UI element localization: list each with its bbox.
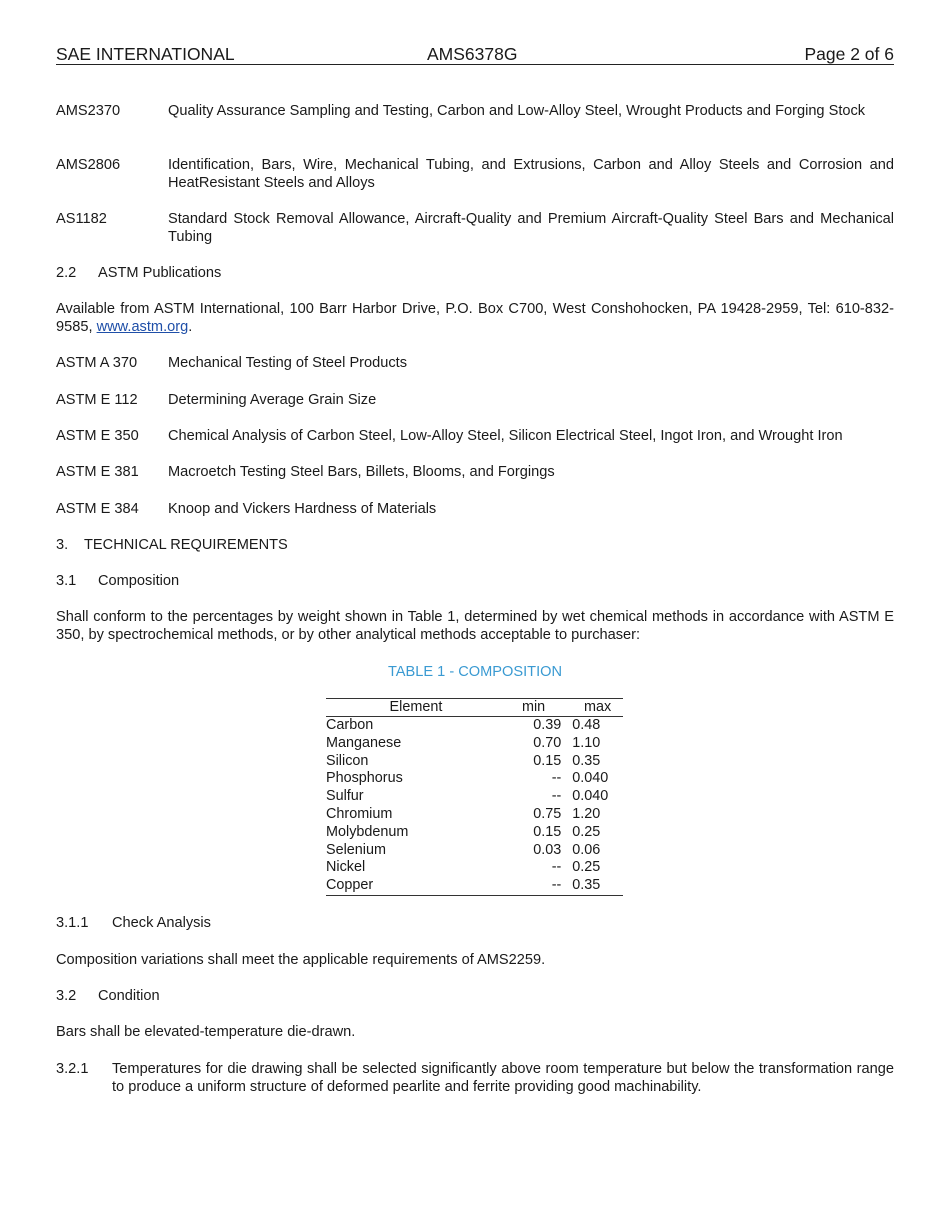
column-header-min: min <box>506 699 569 717</box>
check-analysis-paragraph: Composition variations shall meet the applicable requirements of AMS2259. <box>56 952 546 968</box>
section-heading-2-2 <box>56 264 894 282</box>
cell-min: 0.75 <box>533 805 562 822</box>
header-document-number: AMS6378G <box>427 44 518 64</box>
cell-element: Nickel <box>326 859 366 876</box>
cell-element: Sulfur <box>326 788 364 805</box>
reference-entry <box>56 427 894 445</box>
cell-element: Copper <box>326 877 374 894</box>
cell-element: Phosphorus <box>326 770 403 787</box>
reference-code: ASTM E 381 <box>56 464 139 480</box>
header-page-number: Page 2 of 6 <box>804 44 894 64</box>
section-3-2-1 <box>56 1060 894 1096</box>
composition-paragraph: Shall conform to the percentages by weight shown in Table 1, determined by wet chemical methods in accordance with ASTM E 350, by spectrochemical methods, or by other analytical methods acceptable to purchaser: <box>56 609 894 643</box>
cell-min: 0.70 <box>533 734 562 751</box>
section-number: 2.2 <box>56 265 77 281</box>
table-row <box>326 842 623 860</box>
section-heading-3-1-1 <box>56 914 894 932</box>
reference-code: AMS2370 <box>56 103 121 119</box>
cell-max: 0.040 <box>572 788 609 805</box>
section-title: Check Analysis <box>112 915 211 931</box>
cell-max: 0.35 <box>572 877 601 894</box>
reference-code: AS1182 <box>56 211 107 227</box>
reference-entry <box>56 102 894 138</box>
table-row <box>326 717 623 735</box>
reference-entry <box>56 391 894 409</box>
section-number: 3. <box>56 537 69 553</box>
reference-title: Knoop and Vickers Hardness of Materials <box>168 501 437 517</box>
reference-title: Mechanical Testing of Steel Products <box>168 355 408 371</box>
section-title: Composition <box>98 573 180 589</box>
cell-max: 0.25 <box>572 823 601 840</box>
cell-max: 1.10 <box>572 734 601 751</box>
cell-min: 0.15 <box>533 823 562 840</box>
reference-code: ASTM A 370 <box>56 355 138 371</box>
cell-min: -- <box>551 788 562 805</box>
reference-code: ASTM E 350 <box>56 428 139 444</box>
section-number: 3.1.1 <box>56 915 89 931</box>
section-title: TECHNICAL REQUIREMENTS <box>84 537 288 553</box>
cell-max: 0.25 <box>572 859 601 876</box>
header-organization: SAE INTERNATIONAL <box>56 44 235 64</box>
table-row <box>326 753 623 771</box>
cell-max: 0.35 <box>572 752 601 769</box>
reference-title: Chemical Analysis of Carbon Steel, Low-Alloy Steel, Silicon Electrical Steel, Ingot Iron, and Wrought Iron <box>168 428 843 444</box>
reference-code: AMS2806 <box>56 157 121 173</box>
column-header-element: Element <box>326 699 506 717</box>
section-number: 3.2.1 <box>56 1061 89 1077</box>
table-row <box>326 824 623 842</box>
cell-min: -- <box>551 859 562 876</box>
cell-max: 1.20 <box>572 805 601 822</box>
cell-min: 0.39 <box>533 717 562 733</box>
reference-title: Determining Average Grain Size <box>168 392 377 408</box>
page-header <box>56 44 894 65</box>
reference-code: ASTM E 112 <box>56 392 138 408</box>
section-heading-3-1 <box>56 572 894 590</box>
section-number: 3.1 <box>56 573 77 589</box>
cell-element: Manganese <box>326 734 402 751</box>
astm-availability-paragraph <box>56 300 894 336</box>
astm-website-link[interactable]: www.astm.org <box>96 319 189 335</box>
section-title: Condition <box>98 988 160 1004</box>
cell-min: 0.15 <box>533 752 562 769</box>
availability-period: . <box>188 319 193 335</box>
availability-text: Available from ASTM International, 100 Barr Harbor Drive, P.O. Box C700, West Conshohocken, PA 19428-2959, Tel: 610-832-9585, <box>56 301 894 335</box>
cell-max: 0.040 <box>572 770 609 787</box>
cell-min: -- <box>551 770 562 787</box>
table-row <box>326 877 623 895</box>
reference-entry <box>56 463 894 481</box>
section-number: 3.2 <box>56 988 77 1004</box>
cell-element: Molybdenum <box>326 823 409 840</box>
column-header-max: max <box>569 699 623 717</box>
cell-min: 0.03 <box>533 841 562 858</box>
reference-entry <box>56 354 894 372</box>
reference-title: Identification, Bars, Wire, Mechanical Tubing, and Extrusions, Carbon and Alloy Steels and Corrosion and HeatResistant Steels and Alloys <box>168 157 894 191</box>
section-heading-3-2 <box>56 987 894 1005</box>
reference-title: Standard Stock Removal Allowance, Aircraft-Quality and Premium Aircraft-Quality Steel Bars and Mechanical Tubing <box>168 211 894 245</box>
cell-min: -- <box>551 877 562 894</box>
reference-code: ASTM E 384 <box>56 501 139 517</box>
table-caption: TABLE 1 - COMPOSITION <box>387 664 563 680</box>
section-title: ASTM Publications <box>98 265 222 281</box>
condition-paragraph: Bars shall be elevated-temperature die-drawn. <box>56 1024 356 1040</box>
cell-max: 0.48 <box>572 717 601 733</box>
cell-element: Selenium <box>326 841 386 858</box>
table-header-row <box>326 699 623 717</box>
cell-element: Chromium <box>326 805 393 822</box>
reference-title: Quality Assurance Sampling and Testing, Carbon and Low-Alloy Steel, Wrought Products and Forging Stock <box>168 103 866 119</box>
die-drawing-paragraph: Temperatures for die drawing shall be selected significantly above room temperature but below the transformation range to produce a uniform structure of deformed pearlite and ferrite providing good machinability. <box>112 1061 894 1095</box>
table-row <box>326 806 623 824</box>
reference-entry <box>56 210 894 246</box>
composition-table <box>326 698 623 896</box>
cell-element: Silicon <box>326 752 369 769</box>
table-row <box>326 735 623 753</box>
table-row <box>326 770 623 788</box>
reference-entry <box>56 500 894 518</box>
table-row <box>326 788 623 806</box>
reference-entry <box>56 156 894 192</box>
cell-max: 0.06 <box>572 841 601 858</box>
table-row <box>326 859 623 877</box>
reference-title: Macroetch Testing Steel Bars, Billets, Blooms, and Forgings <box>168 464 555 480</box>
section-heading-3 <box>56 536 894 554</box>
cell-element: Carbon <box>326 717 374 733</box>
